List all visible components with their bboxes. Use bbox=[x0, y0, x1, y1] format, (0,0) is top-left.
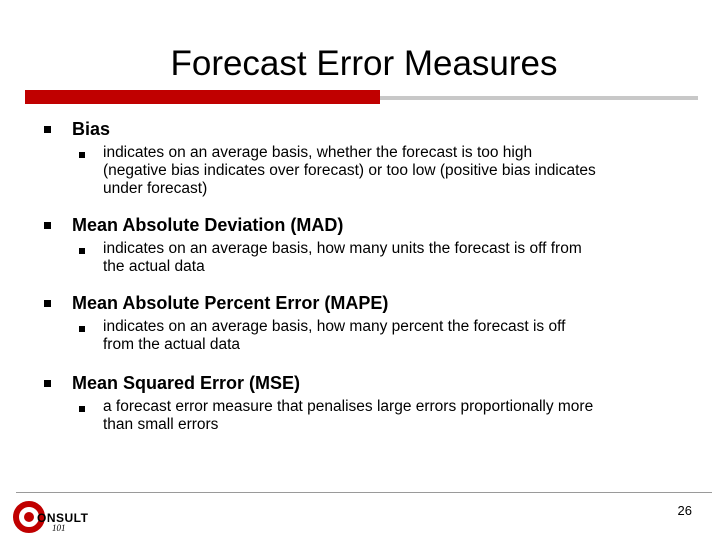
bullet-detail: a forecast error measure that penalises large errors proportionally more than small errors bbox=[103, 398, 594, 433]
page-number: 26 bbox=[677, 503, 692, 518]
logo-wordmark: ONSULT bbox=[37, 511, 89, 525]
square-bullet-icon bbox=[79, 326, 85, 332]
bullet-heading: Bias bbox=[72, 119, 111, 139]
consult-logo bbox=[10, 496, 90, 536]
square-bullet-icon bbox=[79, 406, 85, 412]
title-divider-line bbox=[380, 96, 698, 100]
square-bullet-icon bbox=[79, 248, 85, 254]
bullet-detail: indicates on an average basis, how many units the forecast is off from the actual data bbox=[103, 240, 582, 275]
square-bullet-icon bbox=[44, 300, 51, 307]
bullet-heading: Mean Absolute Percent Error (MAPE) bbox=[72, 293, 389, 313]
title-accent-bar bbox=[25, 90, 380, 104]
square-bullet-icon bbox=[44, 222, 51, 229]
bullet-heading: Mean Absolute Deviation (MAD) bbox=[72, 215, 344, 235]
slide-title: Forecast Error Measures bbox=[170, 44, 558, 83]
footer-divider bbox=[16, 492, 712, 493]
square-bullet-icon bbox=[44, 126, 51, 133]
logo-subtext: 101 bbox=[52, 523, 66, 533]
square-bullet-icon bbox=[44, 380, 51, 387]
square-bullet-icon bbox=[79, 152, 85, 158]
bullet-heading: Mean Squared Error (MSE) bbox=[72, 373, 301, 393]
bullet-detail: indicates on an average basis, how many percent the forecast is off from the actual data bbox=[103, 318, 566, 353]
bullet-detail: indicates on an average basis, whether the forecast is too high (negative bias indicates over forecast) or too low (positive bias indicates under forecast) bbox=[103, 144, 596, 197]
